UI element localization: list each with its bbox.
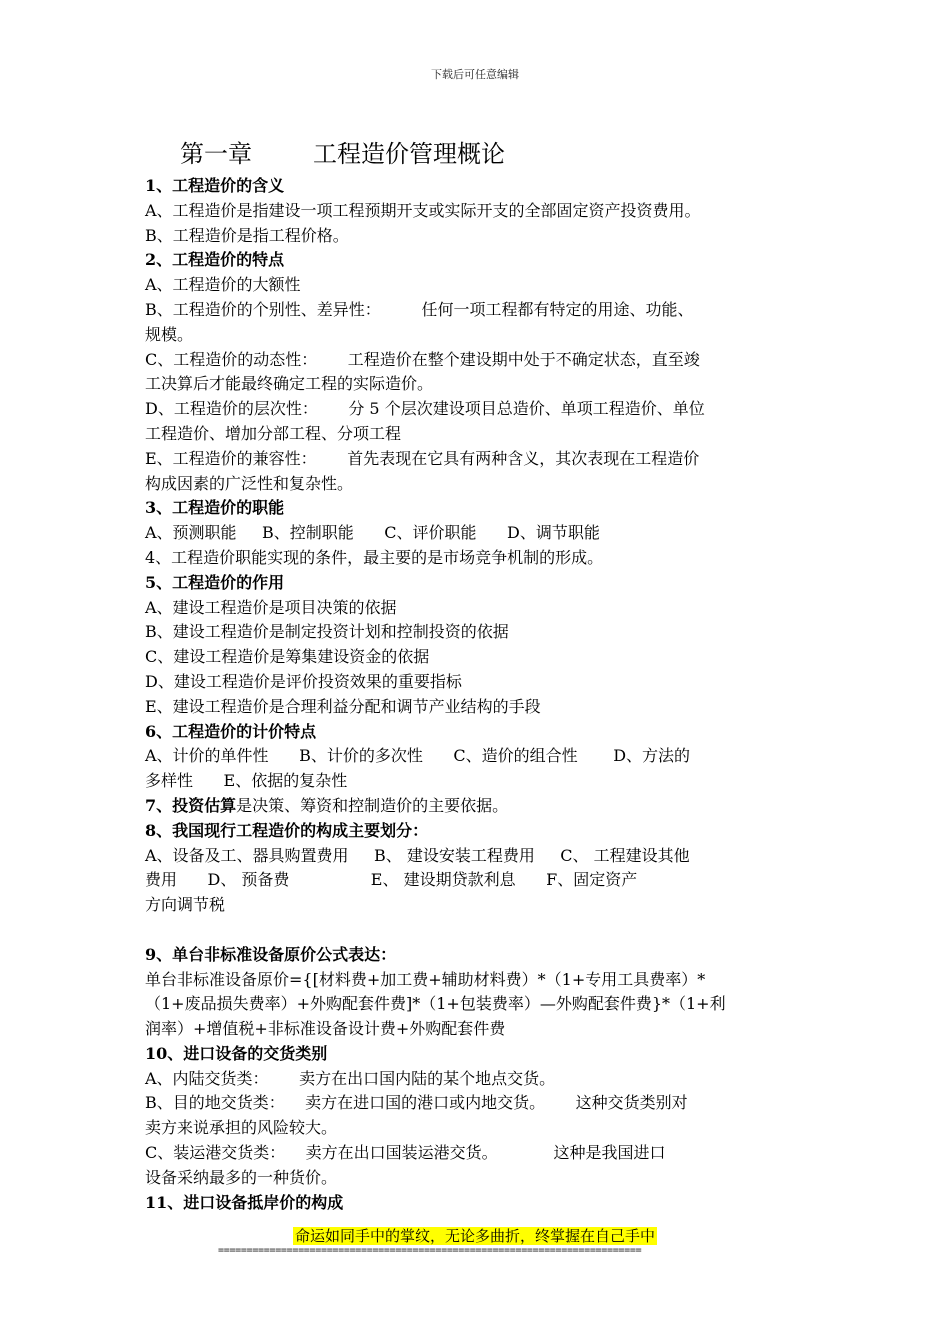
body-line: A、工程造价是指建设一项工程预期开支或实际开支的全部固定资产投资费用。 — [145, 200, 701, 220]
section-heading: 8、我国现行工程造价的构成主要划分： — [145, 820, 429, 840]
body-line: 费用 D、 预备费 E、 建设期贷款利息 F、固定资产 — [145, 870, 638, 890]
body-line: 卖方来说承担的风险较大。 — [145, 1118, 338, 1138]
body-line: A、建设工程造价是项目决策的依据 — [145, 597, 397, 617]
body-line: D、工程造价的层次性： 分 5 个层次建设项目总造价、单项工程造价、单位 — [145, 399, 705, 419]
body-line: E、工程造价的兼容性： 首先表现在它具有两种含义，其次表现在工程造价 — [145, 448, 700, 468]
body-line: 单台非标准设备原价={[材料费+加工费+辅助材料费）*（1+专用工具费率）* — [145, 969, 706, 989]
footer-quote-text: 命运如同手中的掌纹，无论多曲折，终掌握在自己手中 — [294, 1227, 655, 1245]
body-line: 规模。 — [145, 324, 194, 344]
section-heading: 10、进口设备的交货类别 — [145, 1043, 328, 1063]
body-line: A、预测职能 B、控制职能 C、评价职能 D、调节职能 — [145, 523, 600, 543]
section-heading: 11、进口设备抵岸价的构成 — [145, 1192, 344, 1212]
body-line: 多样性 E、依据的复杂性 — [145, 771, 348, 791]
body-line: 方向调节税 — [145, 895, 226, 915]
body-line: 润率）+增值税+非标准设备设计费+外购配套件费 — [145, 1019, 506, 1039]
body-line: B、工程造价是指工程价格。 — [145, 225, 349, 245]
body-line: 设备采纳最多的一种货价。 — [145, 1167, 338, 1187]
body-line: B、建设工程造价是制定投资计划和控制投资的依据 — [145, 622, 509, 642]
body-line: 工决算后才能最终确定工程的实际造价。 — [145, 374, 434, 394]
chapter-title: 第一章 工程造价管理概论 — [180, 140, 506, 168]
section-heading: 5、工程造价的作用 — [145, 572, 285, 592]
body-line: 工程造价、增加分部工程、分项工程 — [145, 423, 402, 443]
body-line: C、工程造价的动态性： 工程造价在整个建设期中处于不确定状态，直至竣 — [145, 349, 700, 369]
section-heading: 9、单台非标准设备原价公式表达： — [145, 944, 397, 964]
section-heading: 6、工程造价的计价特点 — [145, 721, 317, 741]
body-line: A、设备及工、器具购置费用 B、 建设安装工程费用 C、 工程建设其他 — [145, 845, 690, 865]
page-header: 下载后可任意编辑 — [431, 68, 519, 81]
body-line: B、目的地交货类： 卖方在进口国的港口或内地交货。 这种交货类别对 — [145, 1093, 688, 1113]
body-line: A、计价的单件性 B、计价的多次性 C、造价的组合性 D、方法的 — [145, 746, 691, 766]
bold-term: 7、投资估算 — [145, 795, 237, 815]
section-heading: 2、工程造价的特点 — [145, 250, 285, 270]
body-text: 是决策、筹资和控制造价的主要依据。 — [236, 795, 509, 815]
body-line: C、装运港交货类： 卖方在出口国装运港交货。 这种是我国进口 — [145, 1143, 666, 1163]
body-line: （1+废品损失费率）+外购配套件费]*（1+包装费率）—外购配套件费}*（1+利 — [145, 994, 726, 1014]
body-line — [145, 794, 807, 819]
body-line: 构成因素的广泛性和复杂性。 — [145, 473, 354, 493]
body-line: A、内陆交货类： 卖方在出口国内陆的某个地点交货。 — [145, 1068, 556, 1088]
body-line: A、工程造价的大额性 — [145, 275, 301, 295]
body-line: E、建设工程造价是合理利益分配和调节产业结构的手段 — [145, 696, 541, 716]
footer-rule: ========================================================================== — [218, 1245, 642, 1256]
body-line: C、建设工程造价是筹集建设资金的依据 — [145, 647, 430, 667]
body-line: B、工程造价的个别性、差异性： 任何一项工程都有特定的用途、功能、 — [145, 299, 694, 319]
body-line: 4、工程造价职能实现的条件，最主要的是市场竞争机制的形成。 — [145, 547, 604, 567]
section-heading: 3、工程造价的职能 — [145, 498, 285, 518]
blank-line — [145, 918, 807, 943]
document-body — [145, 174, 807, 1215]
section-heading: 1、工程造价的含义 — [145, 176, 285, 195]
body-line: D、建设工程造价是评价投资效果的重要指标 — [145, 671, 462, 691]
footer-quote — [0, 1226, 950, 1246]
